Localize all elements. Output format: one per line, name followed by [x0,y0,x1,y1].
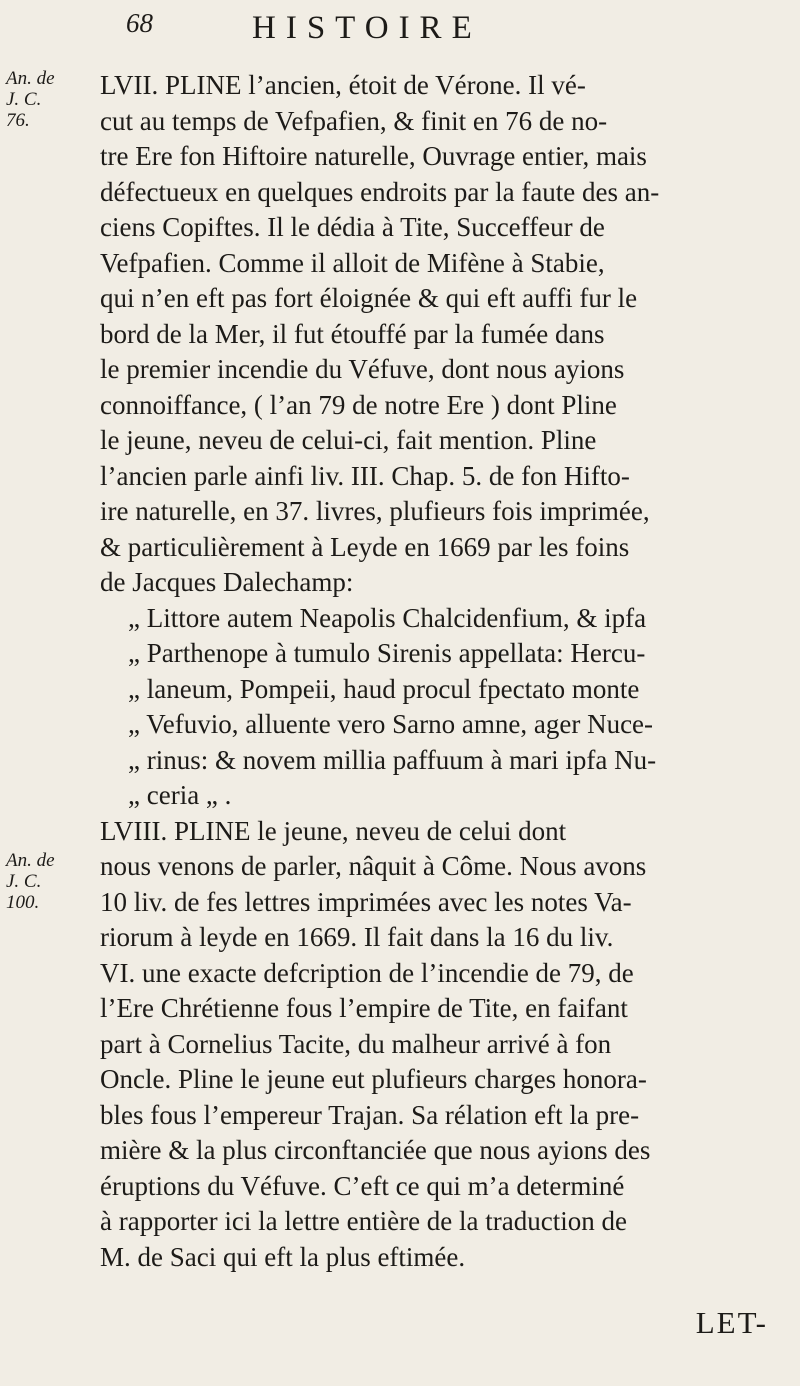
text-line: & particulièrement à Leyde en 1669 par les foins [100,531,630,562]
text-line: à rapporter ici la lettre entière de la traduction de [100,1206,627,1236]
text-line: connoiffance, ( l’an 79 de notre Ere ) dont Pline [100,389,617,420]
text-line: ciens Copiftes. Il le dédia à Tite, Succeffeur de [100,212,605,242]
text-line: le premier incendie du Véfuve, dont nous ayions [100,354,625,384]
text-line: VI. une exacte defcription de l’incendie de 79, de [100,957,634,988]
quote-line: „ Vefuvio, alluente vero Sarno amne, ager Nuce- [128,709,654,739]
text-line: riorum à leyde en 1669. Il fait dans la 16 du liv. [100,922,614,952]
quote-line: „ laneum, Pompeii, haud procul fpectato monte [128,673,640,704]
text-line: tre Ere fon Hiftoire naturelle, Ouvrage entier, mais [100,141,647,171]
text-line: l’ancien parle ainfi liv. III. Chap. 5. de fon Hifto- [100,460,630,491]
text-line: cut au temps de Vefpafien, & finit en 76 de no- [100,105,608,136]
quote-line: „ Littore autem Neapolis Chalcidenfium, & ipfa [128,602,647,633]
text-line: nous venons de parler, nâquit à Côme. Nous avons [100,851,647,881]
text-line: M. de Saci qui eft la plus eftimée. [100,1241,466,1272]
margin-note-label: An. de [6,68,55,89]
text-line: 10 liv. de fes lettres imprimées avec les notes Va- [100,886,632,917]
text-line: mière & la plus circonftanciée que nous ayions des [100,1135,651,1165]
text-line: le jeune, neveu de celui-ci, fait mention. Pline [100,425,597,455]
text-line: de Jacques Dalechamp: [100,567,354,597]
page-number: 68 [126,8,153,38]
text-line: bord de la Mer, il fut étouffé par la fumée dans [100,318,605,349]
text-line: bles fous l’empereur Trajan. Sa rélation eft la pre- [100,1099,640,1130]
margin-note-year-100 [6,850,78,913]
margin-note-era: J. C. [6,871,42,892]
body-text [100,68,760,1275]
margin-note-year: 100. [6,892,40,913]
margin-note-year: 76. [6,110,30,131]
catchword: LET- [695,1305,768,1340]
margin-note-label: An. de [6,850,55,871]
text-line: défectueux en quelques endroits par la faute des an- [100,176,660,207]
margin-note-era: J. C. [6,89,42,110]
quote-line: „ rinus: & novem millia paffuum à mari ipfa Nu- [128,744,657,775]
text-line: part à Cornelius Tacite, du malheur arrivé à fon [100,1028,612,1059]
text-line: Oncle. Pline le jeune eut plufieurs charges honora- [100,1064,647,1094]
text-line: l’Ere Chrétienne fous l’empire de Tite, en faifant [100,993,628,1023]
text-line: Vefpafien. Comme il alloit de Mifène à Stabie, [100,247,605,278]
quote-line: „ ceria „ . [128,780,232,810]
text-line: LVII. PLINE l’ancien, étoit de Vérone. Il vé- [100,70,586,100]
margin-note-year-76 [6,68,78,131]
text-line: LVIII. PLINE le jeune, neveu de celui dont [100,815,567,846]
text-line: ire naturelle, en 37. livres, plufieurs fois imprimée, [100,496,650,526]
page-header [112,8,672,58]
paragraph-pline-jeune [100,814,760,1276]
quote-line: „ Parthenope à tumulo Sirenis appellata: Hercu- [128,638,646,668]
text-line: éruptions du Véfuve. C’eft ce qui m’a determiné [100,1170,625,1201]
running-title: HISTOIRE [252,10,482,46]
text-line: qui n’en eft pas fort éloignée & qui eft auffi fur le [100,283,638,313]
paragraph-pline-ancien [100,68,760,601]
latin-quotation [100,601,760,814]
